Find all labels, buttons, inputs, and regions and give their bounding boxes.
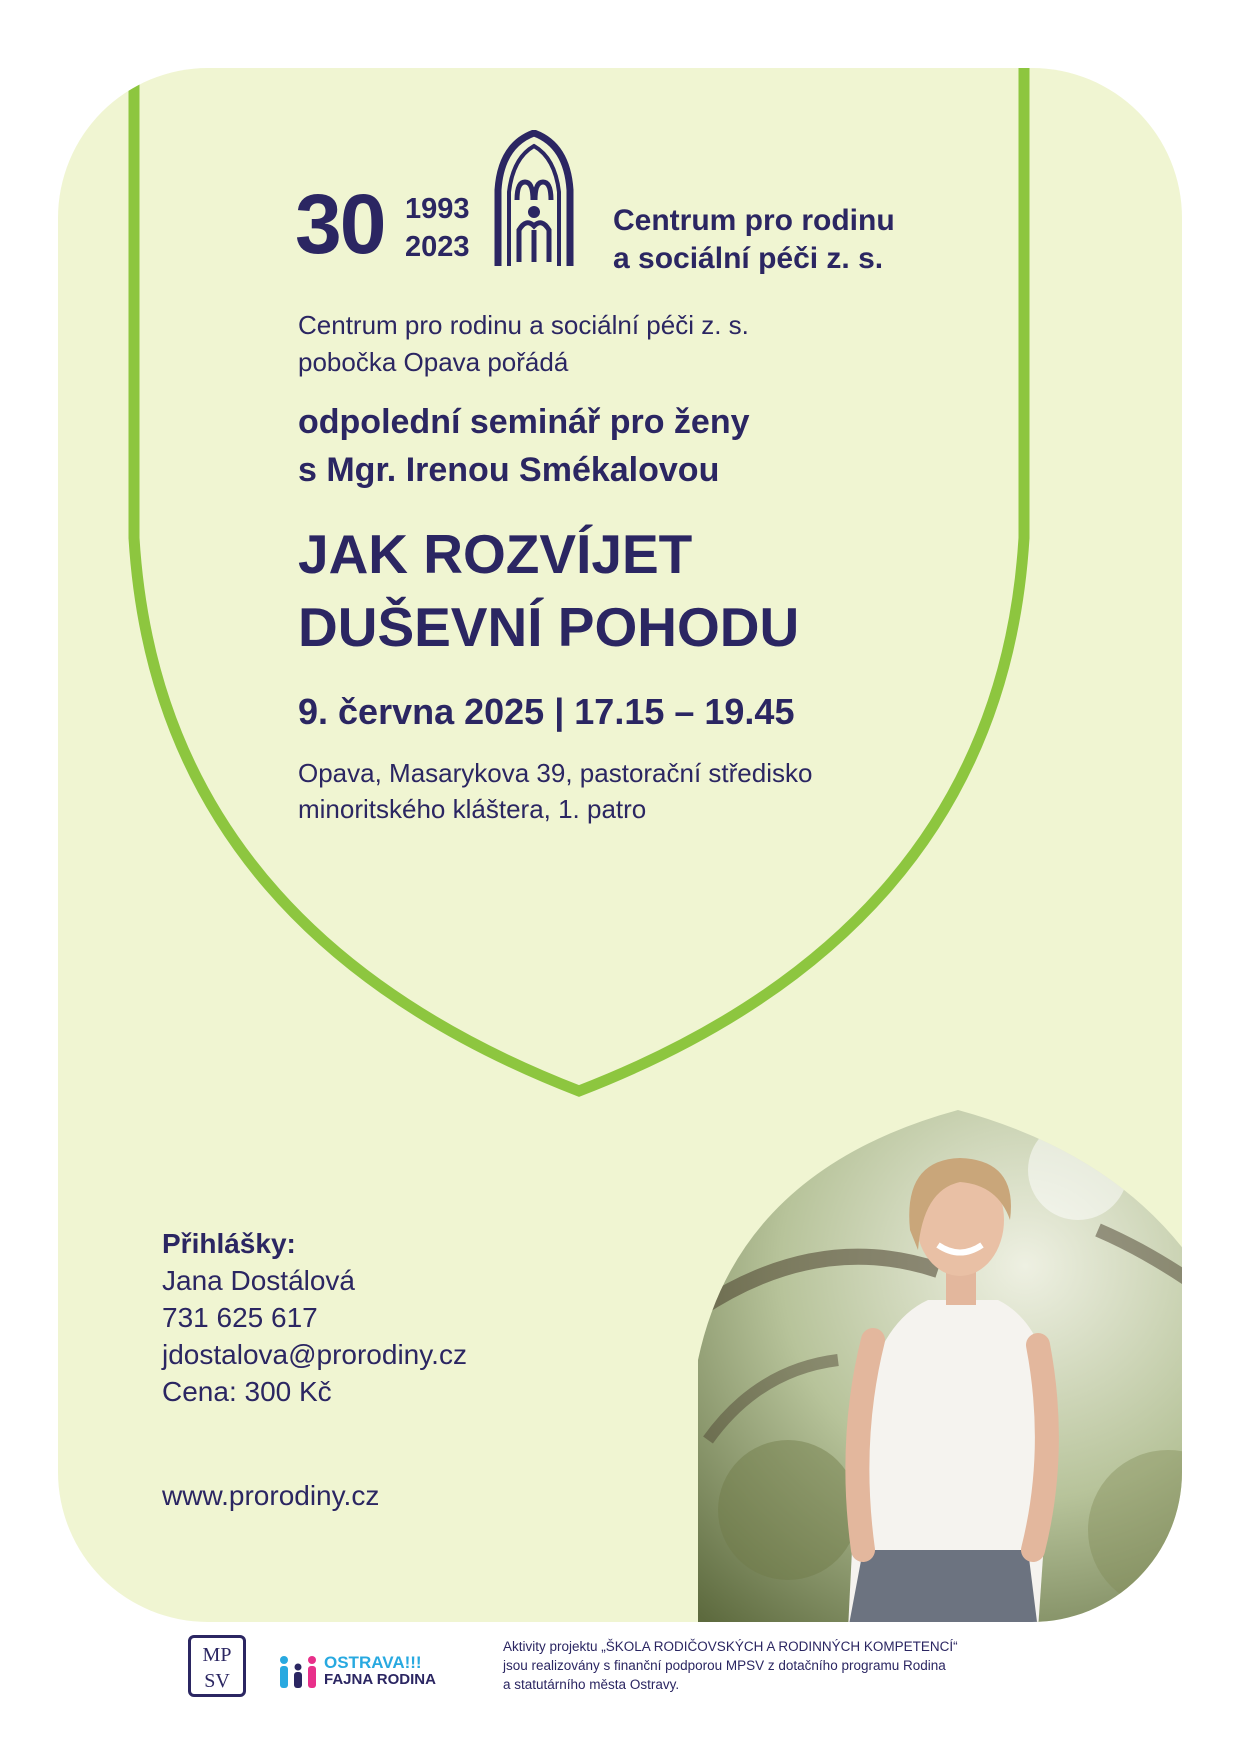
registration-contact bbox=[162, 1225, 467, 1410]
year-start: 1993 bbox=[405, 193, 470, 225]
price: Cena: 300 Kč bbox=[162, 1376, 332, 1407]
registration-label: Přihlášky: bbox=[162, 1228, 296, 1259]
organization-name: Centrum pro rodinu a sociální péči z. s. bbox=[613, 204, 895, 275]
contact-name: Jana Dostálová bbox=[162, 1265, 356, 1296]
seminar-subtitle: odpolední seminář pro ženy s Mgr. Irenou Smékalovou bbox=[298, 403, 750, 489]
footer bbox=[0, 1635, 1241, 1735]
anniversary-number: 30 bbox=[295, 177, 385, 271]
seminar-title: JAK ROZVÍJET DUŠEVNÍ POHODU bbox=[298, 523, 800, 658]
year-end: 2023 bbox=[405, 231, 470, 263]
event-date-time: 9. června 2025 | 17.15 – 19.45 bbox=[298, 691, 795, 732]
contact-email[interactable]: jdostalova@prorodiny.cz bbox=[162, 1339, 467, 1370]
anniversary-years bbox=[405, 190, 470, 266]
family-arch-icon bbox=[493, 130, 575, 270]
organizer-text: Centrum pro rodinu a sociální péči z. s. pobočka Opava pořádá bbox=[298, 310, 749, 377]
website-link[interactable]: www.prorodiny.cz bbox=[162, 1480, 380, 1511]
mpsv-logo: MP SV bbox=[188, 1635, 246, 1697]
family-figures-icon bbox=[276, 1655, 320, 1691]
ostrava-subtitle: FAJNA RODINA bbox=[324, 1671, 436, 1688]
ostrava-title: OSTRAVA!!! bbox=[324, 1653, 422, 1672]
event-venue: Opava, Masarykova 39, pastorační středisko minoritského kláštera, 1. patro bbox=[298, 758, 813, 824]
speaker-photo bbox=[698, 1110, 1182, 1622]
contact-phone[interactable]: 731 625 617 bbox=[162, 1302, 318, 1333]
funding-note: Aktivity projektu „ŠKOLA RODIČOVSKÝCH A RODINNÝCH KOMPETENCÍ“ jsou realizovány s finanční podporou MPSV z dotačního programu Rodina a statutárního města Ostravy. bbox=[503, 1639, 958, 1692]
